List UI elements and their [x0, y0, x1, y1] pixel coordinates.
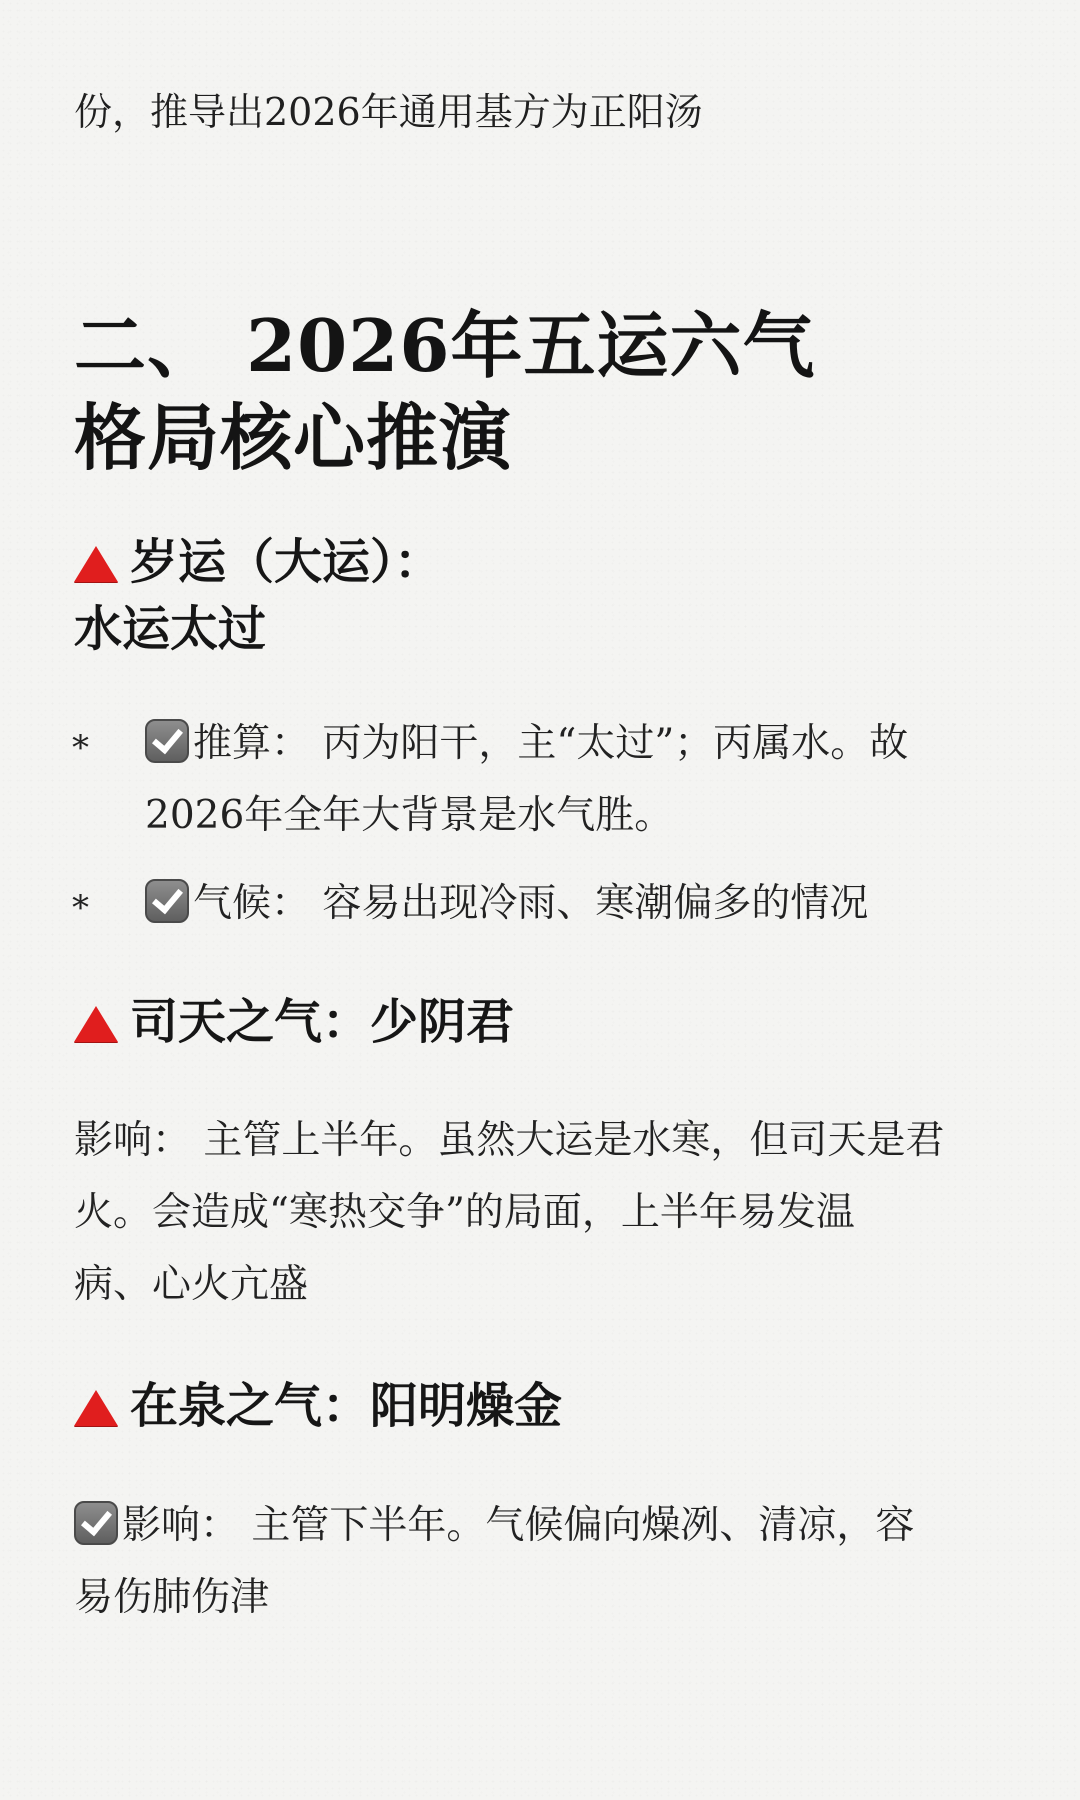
check-box-icon: [74, 1501, 118, 1545]
check-box-icon: [145, 879, 189, 923]
sitian-line-3: 病、心火亢盛: [74, 1262, 309, 1307]
red-triangle-icon: [74, 546, 118, 582]
red-triangle-icon: [74, 1006, 118, 1042]
zaiquan-line-1: [74, 1490, 914, 1562]
zaiquan-line-2: 易伤肺伤津: [74, 1575, 270, 1620]
intro-text: 份，推导出2026年通用基方为正阳汤: [74, 90, 703, 134]
bullet-item-tuisuan-cont: 2026年全年大背景是水气胜。: [145, 793, 674, 838]
bullet-marker: *: [72, 728, 89, 768]
sitian-heading: [74, 988, 514, 1056]
bullet-item-tuisuan: [145, 708, 908, 780]
sitian-line-2: 火。会造成“寒热交争”的局面，上半年易发温: [74, 1190, 855, 1235]
section-title-line2: 格局核心推演: [74, 395, 513, 480]
red-triangle-icon: [74, 1390, 118, 1426]
bullet-marker: *: [72, 888, 89, 928]
suiyun-heading: [74, 528, 442, 596]
zaiquan-line-1-text: 影响： 主管下半年。气候偏向燥冽、清凉，容: [122, 1503, 915, 1548]
zaiquan-heading: [74, 1372, 562, 1440]
suiyun-heading-text: 岁运（大运）：: [130, 534, 443, 590]
bullet-item-qihou: [145, 868, 868, 940]
suiyun-subheading: 水运太过: [74, 601, 267, 657]
sitian-line-1: 影响： 主管上半年。虽然大运是水寒，但司天是君: [74, 1118, 945, 1163]
bullet-line: 推算： 丙为阳干，主“太过”；丙属水。故: [193, 721, 909, 766]
section-title-line1: 二、 2026年五运六气: [74, 303, 816, 388]
zaiquan-heading-text: 在泉之气：阳明燥金: [130, 1378, 563, 1434]
sitian-heading-text: 司天之气：少阴君: [130, 994, 515, 1050]
bullet-line: 气候： 容易出现冷雨、寒潮偏多的情况: [193, 881, 869, 926]
check-box-icon: [145, 719, 189, 763]
